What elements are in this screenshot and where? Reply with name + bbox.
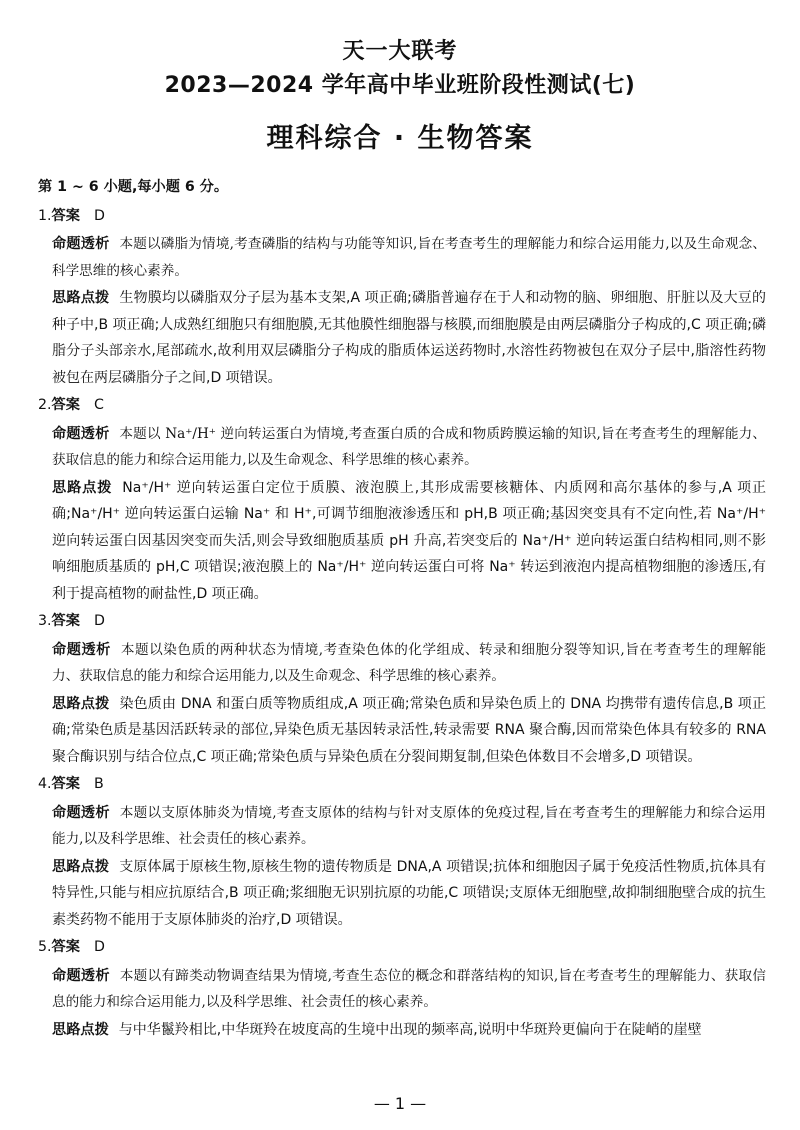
analysis-paragraph: [38, 421, 766, 474]
question-number: 3.: [38, 613, 52, 629]
answer-label: 答案: [51, 613, 80, 629]
hint-text: 与中华鬣羚相比,中华斑羚在坡度高的生境中出现的频率高,说明中华斑羚更偏向于在陡峭的崖壁: [118, 1021, 702, 1038]
page-number: — 1 —: [373, 1094, 427, 1113]
analysis-label: 命题透析: [52, 804, 110, 821]
analysis-paragraph: [38, 963, 766, 1016]
analysis-label: 命题透析: [52, 967, 110, 984]
analysis-text: 本题以有蹄类动物调查结果为情境,考查生态位的概念和群落结构的知识,旨在考查考生的理解能力、获取信息的能力和综合运用能力,以及科学思维、社会责任的核心素养。: [52, 967, 766, 1010]
analysis-text: 本题以支原体肺炎为情境,考查支原体的结构与针对支原体的免疫过程,旨在考查考生的理解能力和综合运用能力,以及科学思维、社会责任的核心素养。: [52, 804, 766, 847]
answer-value: D: [93, 613, 105, 629]
hint-paragraph: [38, 854, 766, 934]
answer-label: 答案: [51, 397, 80, 413]
hint-paragraph: [38, 691, 766, 771]
answer-value: D: [93, 939, 105, 955]
exam-org-title: 天一大联考: [342, 39, 458, 64]
question-4: [38, 771, 766, 933]
hint-text: 支原体属于原核生物,原核生物的遗传物质是 DNA,A 项错误;抗体和细胞因子属于免疫活性物质,抗体具有特异性,只能与相应抗原结合,B 项正确;浆细胞无识别抗原的功能,C 项错误;支原体无细胞壁,故抑制细胞壁合成的抗生素类药物不能用于支原体肺炎的治疗,D 项错误。: [52, 858, 766, 928]
question-2: [38, 392, 766, 607]
scoring-intro: 第 1 ~ 6 小题,每小题 6 分。: [38, 179, 229, 195]
answer-value: D: [93, 207, 105, 224]
question-header: [38, 392, 766, 419]
answer-label: 答案: [51, 207, 80, 224]
answer-value: B: [93, 776, 104, 792]
question-number: 1.: [38, 207, 52, 224]
answer-body: [38, 174, 766, 1044]
analysis-label: 命题透析: [52, 425, 110, 442]
analysis-paragraph: [38, 637, 766, 690]
answer-value: C: [93, 397, 104, 413]
analysis-text: 本题以染色质的两种状态为情境,考查染色体的化学组成、转录和细胞分裂等知识,旨在考查考生的理解能力、获取信息的能力和综合运用能力,以及生命观念、科学思维的核心素养。: [52, 641, 766, 684]
question-number: 2.: [38, 397, 52, 413]
hint-label: 思路点拨: [52, 858, 110, 875]
analysis-text: 本题以磷脂为情境,考查磷脂的结构与功能等知识,旨在考查考生的理解能力和综合运用能力,以及生命观念、科学思维的核心素养。: [52, 236, 766, 279]
analysis-paragraph: [38, 231, 766, 284]
hint-paragraph: [38, 285, 766, 391]
hint-label: 思路点拨: [52, 1021, 109, 1038]
analysis-label: 命题透析: [52, 236, 110, 252]
question-header: [38, 771, 766, 798]
hint-label: 思路点拨: [52, 290, 110, 306]
analysis-label: 命题透析: [52, 641, 111, 658]
hint-text: Na⁺/H⁺ 逆向转运蛋白定位于质膜、液泡膜上,其形成需要核糖体、内质网和高尔基体的参与,A 项正确;Na⁺/H⁺ 逆向转运蛋白运输 Na⁺ 和 H⁺,可调节细胞液渗透压和 pH,B 项正确;基因突变具有不定向性,若 Na⁺/H⁺ 逆向转运蛋白因基因突变而失活,则会导致细胞质基质 pH 升高,若突变后的 Na⁺/H⁺ 逆向转运蛋白结构相同,则不影响细胞质基质的 pH,C 项错误;液泡膜上的 Na⁺/H⁺ 逆向转运蛋白可将 Na⁺ 转运到液泡内提高植物细胞的渗透压,有利于提高植物的耐盐性,D 项正确。: [52, 479, 766, 602]
exam-name-title: 2023—2024 学年高中毕业班阶段性测试(七): [164, 73, 636, 98]
question-header: [38, 934, 766, 961]
hint-paragraph: [38, 475, 766, 608]
analysis-paragraph: [38, 800, 766, 853]
hint-label: 思路点拨: [52, 695, 110, 712]
question-header: [38, 608, 766, 635]
hint-text: 生物膜均以磷脂双分子层为基本支架,A 项正确;磷脂普遍存在于人和动物的脑、卵细胞、肝脏以及大豆的种子中,B 项正确;人成熟红细胞只有细胞膜,无其他膜性细胞器与核膜,而细胞膜是由两层磷脂分子构成的,C 项正确;磷脂分子头部亲水,尾部疏水,故利用双层磷脂分子构成的脂质体运送药物时,水溶性药物被包在双分子层中,脂溶性药物被包在两层磷脂分子之间,D 项错误。: [52, 290, 766, 386]
question-number: 4.: [38, 776, 52, 792]
hint-text: 染色质由 DNA 和蛋白质等物质组成,A 项正确;常染色质和异染色质上的 DNA 均携带有遗传信息,B 项正确;常染色质是基因活跃转录的部位,异染色质无基因转录活性,转录需要 RNA 聚合酶,因而常染色体具有较多的 RNA 聚合酶识别与结合位点,C 项正确;常染色质与异染色质在分裂间期复制,但染色体数目不会增多,D 项错误。: [52, 695, 766, 765]
question-1: [38, 203, 766, 392]
question-header: [38, 203, 766, 230]
answer-label: 答案: [51, 776, 80, 792]
hint-label: 思路点拨: [52, 479, 113, 496]
analysis-text: 本题以 Na⁺/H⁺ 逆向转运蛋白为情境,考查蛋白质的合成和物质跨膜运输的知识,旨在考查考生的理解能力、获取信息的能力和综合运用能力,以及生命观念、科学思维的核心素养。: [52, 425, 766, 468]
question-5: [38, 934, 766, 1043]
question-3: [38, 608, 766, 770]
hint-paragraph: [38, 1017, 766, 1044]
question-number: 5.: [38, 939, 52, 955]
answer-label: 答案: [51, 939, 80, 955]
subject-title: 理科综合 · 生物答案: [266, 123, 534, 154]
